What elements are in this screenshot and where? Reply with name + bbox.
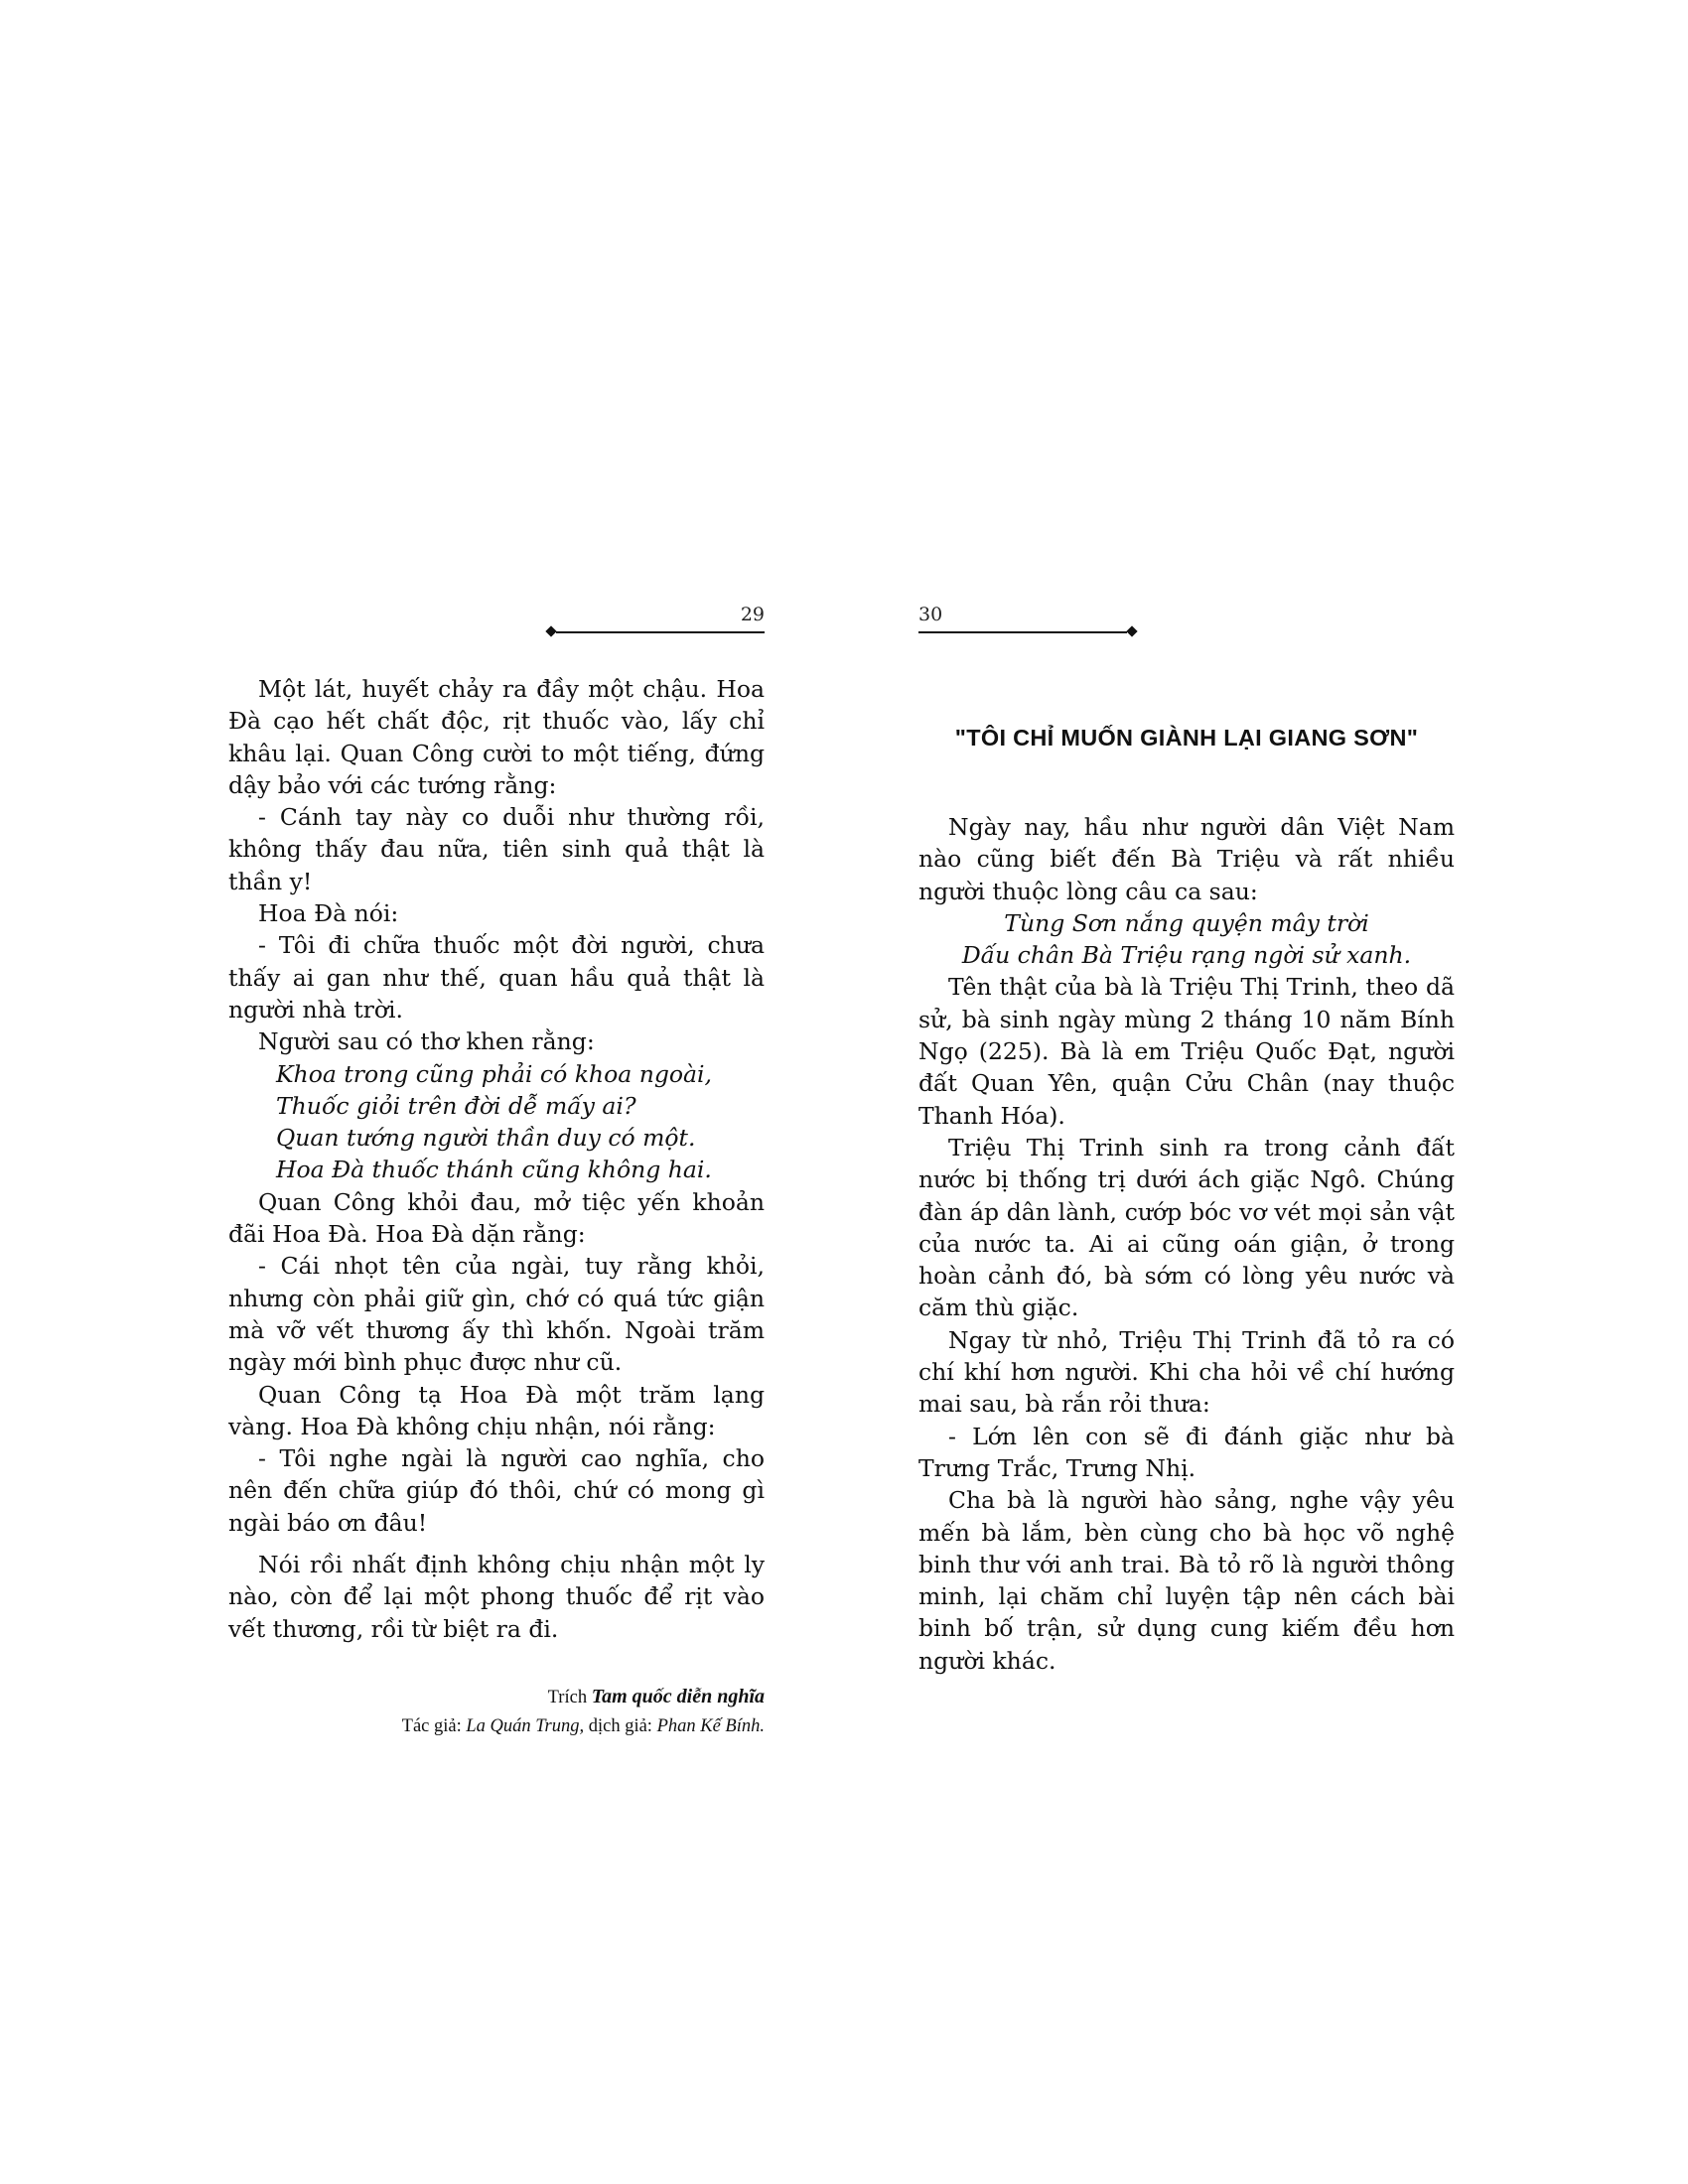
author-name: La Quán Trung, — [466, 1715, 585, 1736]
paragraph: - Lớn lên con sẽ đi đánh giặc như bà Trưng Trắc, Trưng Nhị. — [918, 1422, 1455, 1482]
page-number: 29 — [740, 604, 765, 625]
paragraph: Một lát, huyết chảy ra đầy một chậu. Hoa Đà cạo hết chất độc, rịt thuốc vào, lấy chỉ khâu lại. Quan Công cười to một tiếng, đứng dậy bảo với các tướng rằng: — [228, 675, 765, 799]
paragraph: Hoa Đà nói: — [258, 899, 399, 928]
poem-line: Quan tướng người thần duy có một. — [276, 1124, 696, 1153]
paragraph: Người sau có thơ khen rằng: — [258, 1027, 595, 1056]
left-page-body — [228, 673, 765, 1645]
poem — [228, 1058, 765, 1186]
translator-prefix: dịch giả: — [584, 1715, 657, 1736]
header-rule — [556, 631, 765, 633]
header-rule — [918, 631, 1127, 633]
right-page-header — [918, 604, 1455, 639]
paragraph: Triệu Thị Trinh sinh ra trong cảnh đất nước bị thống trị dưới ách giặc Ngô. Chúng đàn áp dân lành, cướp bóc vơ vét mọi sản vật của nước ta. Ai ai cũng oán giận, ở trong hoàn cảnh đó, bà sớm có lòng yêu nước và căm thù giặc. — [918, 1133, 1455, 1322]
right-page — [918, 604, 1455, 1677]
verse-line: Dấu chân Bà Triệu rạng ngời sử xanh. — [961, 941, 1412, 970]
paragraph: - Tôi nghe ngài là người cao nghĩa, cho nên đến chữa giúp đó thôi, chứ có mong gì ngài báo ơn đâu! — [228, 1444, 765, 1537]
author-line — [228, 1712, 765, 1741]
paragraph: Cha bà là người hào sảng, nghe vậy yêu mến bà lắm, bèn cùng cho bà học võ nghệ binh thư với anh trai. Bà tỏ rõ là người thông minh, lại chăm chỉ luyện tập nên cách bài binh bố trận, sử dụng cung kiếm đều hơn người khác. — [918, 1486, 1455, 1675]
excerpt-line — [228, 1683, 765, 1712]
paragraph: Tên thật của bà là Triệu Thị Trinh, theo dã sử, bà sinh ngày mùng 2 tháng 10 năm Bính Ngọ (225). Bà là em Triệu Quốc Đạt, người đất Quan Yên, quận Cửu Chân (nay thuộc Thanh Hóa). — [918, 973, 1455, 1130]
author-prefix: Tác giả: — [401, 1715, 467, 1736]
paragraph: - Tôi đi chữa thuốc một đời người, chưa thấy ai gan như thế, quan hầu quả thật là người nhà trời. — [228, 931, 765, 1024]
paragraph: Nói rồi nhất định không chịu nhận một ly nào, còn để lại một phong thuốc để rịt vào vết thương, rồi từ biệt ra đi. — [228, 1551, 765, 1643]
header-rule-diamond — [1126, 625, 1137, 636]
page-number: 30 — [918, 604, 943, 625]
paragraph: Quan Công tạ Hoa Đà một trăm lạng vàng. Hoa Đà không chịu nhận, nói rằng: — [228, 1380, 765, 1440]
source-citation — [228, 1683, 765, 1741]
paragraph: Ngày nay, hầu như người dân Việt Nam nào cũng biết đến Bà Triệu và rất nhiều người thuộc lòng câu ca sau: — [918, 813, 1455, 905]
excerpt-prefix: Trích — [547, 1687, 592, 1707]
left-page — [228, 604, 765, 1741]
header-rule-diamond — [545, 625, 556, 636]
paragraph: Quan Công khỏi đau, mở tiệc yến khoản đãi Hoa Đà. Hoa Đà dặn rằng: — [228, 1187, 765, 1249]
poem-line: Thuốc giỏi trên đời dễ mấy ai? — [276, 1091, 636, 1120]
right-page-body — [918, 811, 1455, 1677]
paragraph: Ngay từ nhỏ, Triệu Thị Trinh đã tỏ ra có chí khí hơn người. Khi cha hỏi về chí hướng mai sau, bà rắn rỏi thưa: — [918, 1325, 1455, 1419]
verse-line: Tùng Sơn nắng quyện mây trời — [1004, 908, 1369, 937]
book-title: Tam quốc diễn nghĩa — [591, 1685, 765, 1707]
poem-line: Hoa Đà thuốc thánh cũng không hai. — [276, 1156, 712, 1184]
left-page-header — [228, 604, 765, 639]
translator-name: Phan Kế Bính. — [656, 1715, 765, 1736]
poem-line: Khoa trong cũng phải có khoa ngoài, — [276, 1059, 713, 1088]
verse — [918, 907, 1455, 972]
chapter-title: "TÔI CHỈ MUỐN GIÀNH LẠI GIANG SƠN" — [954, 725, 1419, 751]
paragraph: - Cái nhọt tên của ngài, tuy rằng khỏi, nhưng còn phải giữ gìn, chớ có quá tức giận mà vỡ vết thương ấy thì khốn. Ngoài trăm ngày mới bình phục được như cũ. — [228, 1252, 765, 1377]
paragraph: - Cánh tay này co duỗi như thường rồi, không thấy đau nữa, tiên sinh quả thật là thần y! — [228, 803, 765, 895]
